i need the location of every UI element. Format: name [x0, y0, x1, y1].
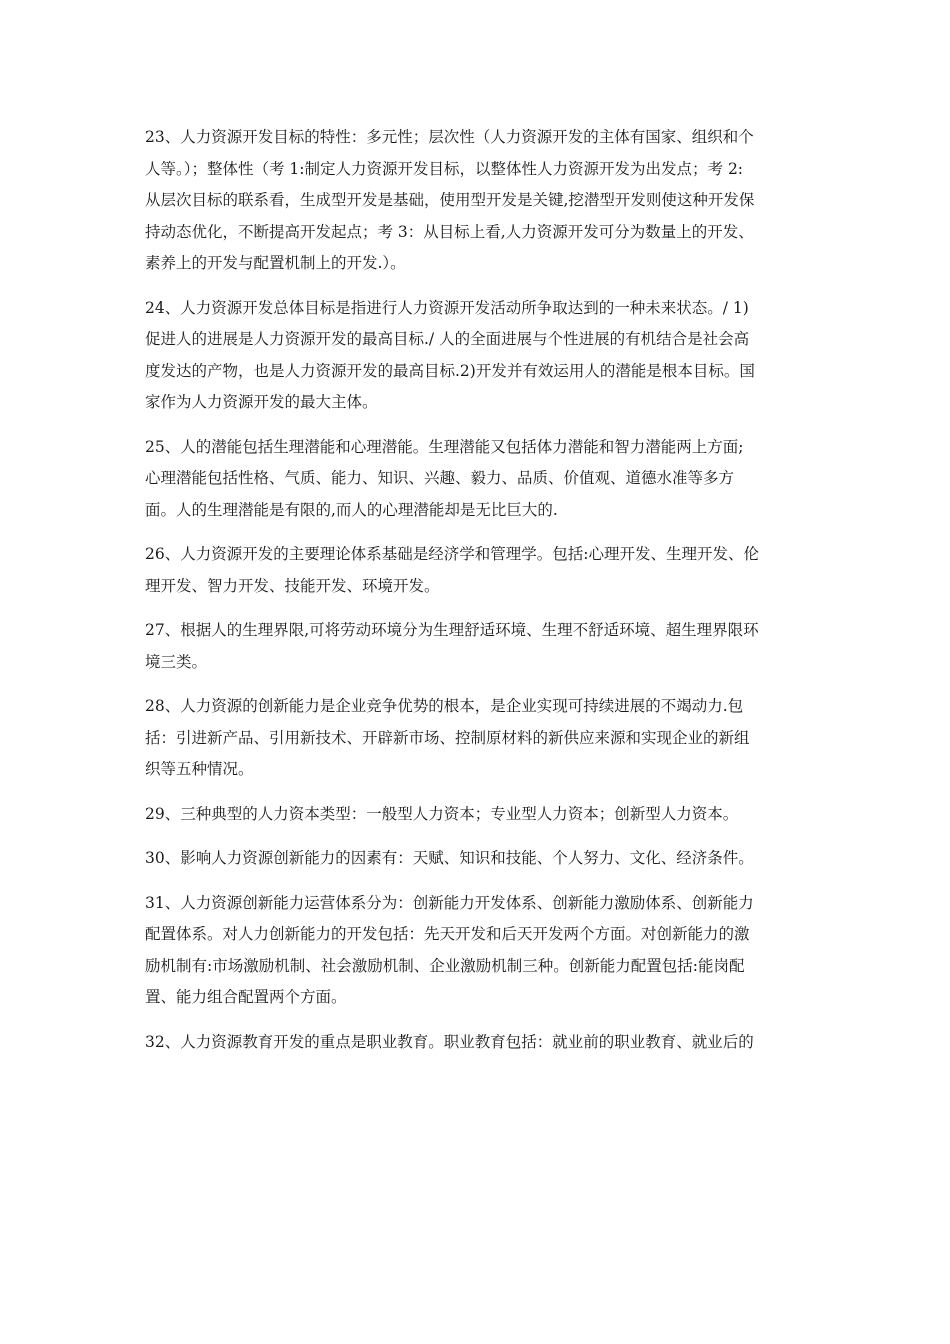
text-line: 心理潜能包括性格、气质、能力、知识、兴趣、毅力、品质、价值观、道德水准等多方: [145, 469, 735, 487]
text-line: 23、人力资源开发目标的特性：多元性；层次性（人力资源开发的主体有国家、组织和个: [145, 128, 754, 146]
text-line: 30、影响人力资源创新能力的因素有：天赋、知识和技能、个人努力、文化、经济条件。: [145, 849, 754, 867]
paragraph-30: [145, 843, 805, 875]
paragraph-26: [145, 539, 805, 602]
text-line: 27、根据人的生理界限,可将劳动环境分为生理舒适环境、生理不舒适环境、超生理界限环: [145, 621, 759, 639]
text-line: 理开发、智力开发、技能开发、环境开发。: [145, 576, 440, 595]
text-line: 从层次目标的联系看，生成型开发是基础，使用型开发是关键,挖潜型开发则使这种开发保: [145, 191, 755, 209]
text-line: 29、三种典型的人力资本类型：一般型人力资本；专业型人力资本；创新型人力资本。: [145, 804, 739, 823]
text-line: 家作为人力资源开发的最大主体。: [145, 393, 378, 411]
document-body: [145, 122, 805, 1071]
text-line: 配置体系。对人力创新能力的开发包括：先天开发和后天开发两个方面。对创新能力的激: [145, 925, 750, 943]
text-line: 织等五种情况。: [145, 760, 254, 778]
text-line: 28、人力资源的创新能力是企业竞争优势的根本，是企业实现可持续进展的不竭动力.包: [145, 697, 744, 715]
text-line: 素养上的开发与配置机制上的开发.）。: [145, 254, 406, 272]
text-line: 25、人的潜能包括生理潜能和心理潜能。生理潜能又包括体力潜能和智力潜能两上方面;: [145, 437, 744, 456]
text-line: 境三类。: [145, 652, 208, 671]
paragraph-24: [145, 293, 805, 419]
paragraph-23: [145, 122, 805, 280]
paragraph-31: [145, 888, 805, 1014]
text-line: 24、人力资源开发总体目标是指进行人力资源开发活动所争取达到的一种未来状态。/ 1): [145, 298, 749, 317]
text-line: 人等。）；整体性（考 1:制定人力资源开发目标，以整体性人力资源开发为出发点；考 2:: [145, 159, 744, 178]
paragraph-27: [145, 615, 805, 678]
text-line: 度发达的产物，也是人力资源开发的最高目标.2)开发并有效运用人的潜能是根本目标。国: [145, 361, 755, 380]
paragraph-25: [145, 432, 805, 527]
text-line: 32、人力资源教育开发的重点是职业教育。职业教育包括：就业前的职业教育、就业后的: [145, 1032, 754, 1051]
paragraph-29: [145, 799, 805, 831]
paragraph-32: [145, 1027, 805, 1059]
paragraph-28: [145, 691, 805, 786]
text-line: 31、人力资源创新能力运营体系分为：创新能力开发体系、创新能力激励体系、创新能力: [145, 893, 754, 912]
text-line: 促进人的进展是人力资源开发的最高目标./ 人的全面进展与个性进展的有机结合是社会高: [145, 330, 750, 348]
text-line: 持动态优化，不断提高开发起点；考 3：从目标上看,人力资源开发可分为数量上的开发、: [145, 222, 754, 241]
text-line: 26、人力资源开发的主要理论体系基础是经济学和管理学。包括:心理开发、生理开发、伦: [145, 545, 759, 563]
text-line: 置、能力组合配置两个方面。: [145, 988, 347, 1006]
text-line: 励机制有:市场激励机制、社会激励机制、企业激励机制三种。创新能力配置包括:能岗配: [145, 956, 745, 975]
text-line: 面。人的生理潜能是有限的,而人的心理潜能却是无比巨大的.: [145, 500, 558, 519]
text-line: 括：引进新产品、引用新技术、开辟新市场、控制原材料的新供应来源和实现企业的新组: [145, 728, 750, 747]
